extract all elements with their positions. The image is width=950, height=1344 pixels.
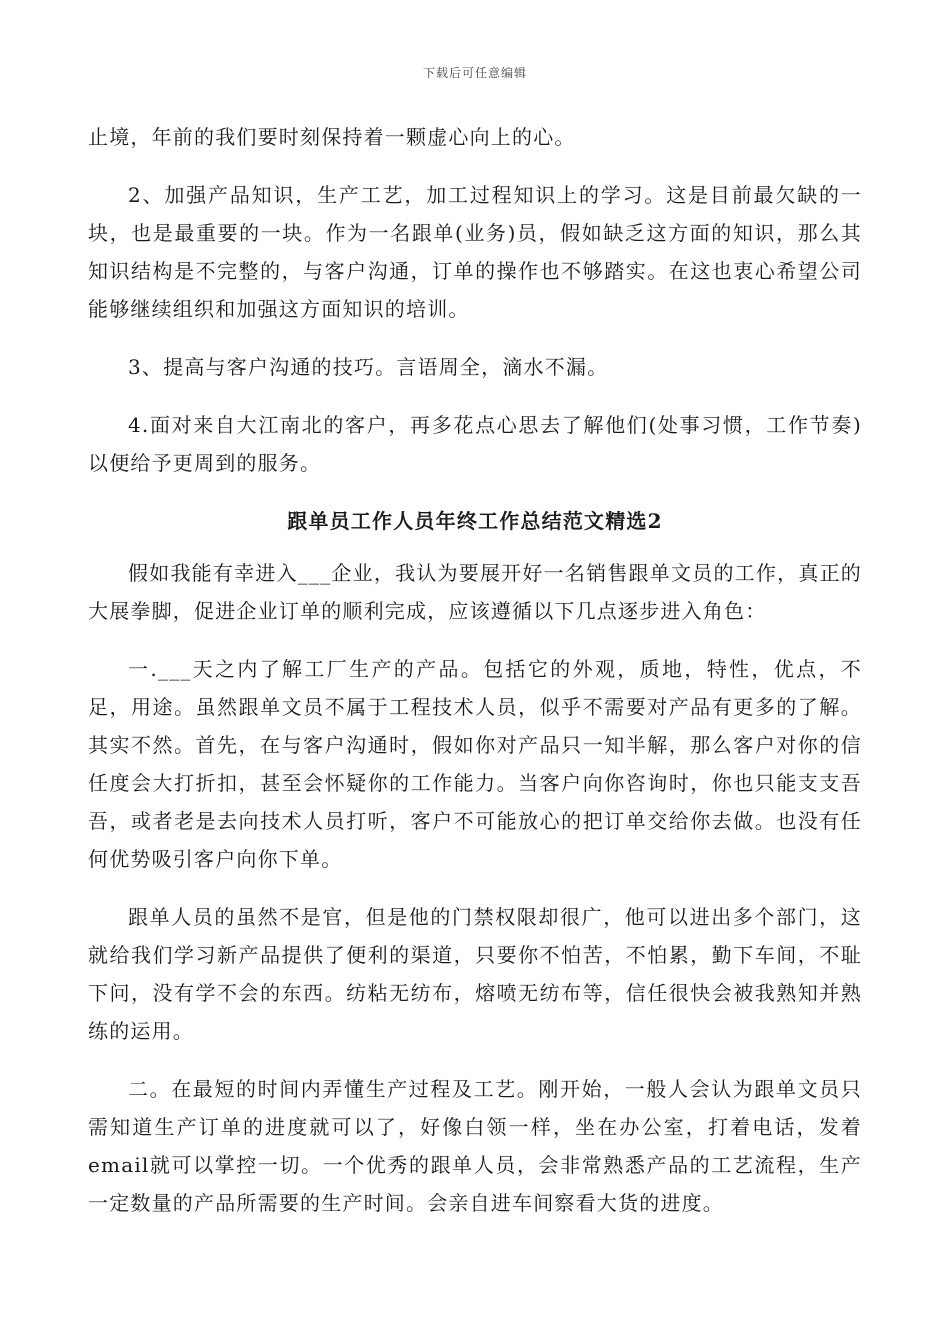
paragraph: 3、提高与客户沟通的技巧。言语周全，滴水不漏。 bbox=[128, 355, 609, 379]
document-body bbox=[88, 118, 862, 1242]
paragraph: 跟单人员的虽然不是官，但是他的门禁权限却很广，他可以进出多个部门，这就给我们学习新产品提供了便利的渠道，只要你不怕苦，不怕累，勤下车间，不耻下问，没有学不会的东西。纺粘无纺布，熔喷无纺布等，信任很快会被我熟知并熟练的运用。 bbox=[88, 905, 862, 1043]
paragraph: 2、加强产品知识，生产工艺，加工过程知识上的学习。这是目前最欠缺的一块，也是最重要的一块。作为一名跟单(业务)员，假如缺乏这方面的知识，那么其知识结构是不完整的，与客户沟通，订单的操作也不够踏实。在这也衷心希望公司能够继续组织和加强这方面知识的培训。 bbox=[88, 183, 862, 321]
page-header-note: 下载后可任意编辑 bbox=[422, 66, 527, 80]
paragraph: 假如我能有幸进入___企业，我认为要展开好一名销售跟单文员的工作，真正的大展拳脚，促进企业订单的顺利完成，应该遵循以下几点逐步进入角色： bbox=[88, 561, 862, 623]
section-title: 跟单员工作人员年终工作总结范文精选2 bbox=[287, 509, 663, 533]
paragraph: 二。在最短的时间内弄懂生产过程及工艺。刚开始，一般人会认为跟单文员只需知道生产订单的进度就可以了，好像白领一样，坐在办公室，打着电话，发着email就可以掌控一切。一个优秀的跟单人员，会非常熟悉产品的工艺流程，生产一定数量的产品所需要的生产时间。会亲自进车间察看大货的进度。 bbox=[88, 1077, 862, 1215]
paragraph: 4.面对来自大江南北的客户，再多花点心思去了解他们(处事习惯，工作节奏)以便给予更周到的服务。 bbox=[88, 413, 862, 475]
paragraph: 一.___天之内了解工厂生产的产品。包括它的外观，质地，特性，优点，不足，用途。虽然跟单文员不属于工程技术人员，似乎不需要对产品有更多的了解。其实不然。首先，在与客户沟通时，假如你对产品只一知半解，那么客户对你的信任度会大打折扣，甚至会怀疑你的工作能力。当客户向你咨询时，你也只能支支吾吾，或者老是去向技术人员打听，客户不可能放心的把订单交给你去做。也没有任何优势吸引客户向你下单。 bbox=[88, 657, 862, 871]
paragraph: 止境，年前的我们要时刻保持着一颗虚心向上的心。 bbox=[88, 125, 576, 149]
